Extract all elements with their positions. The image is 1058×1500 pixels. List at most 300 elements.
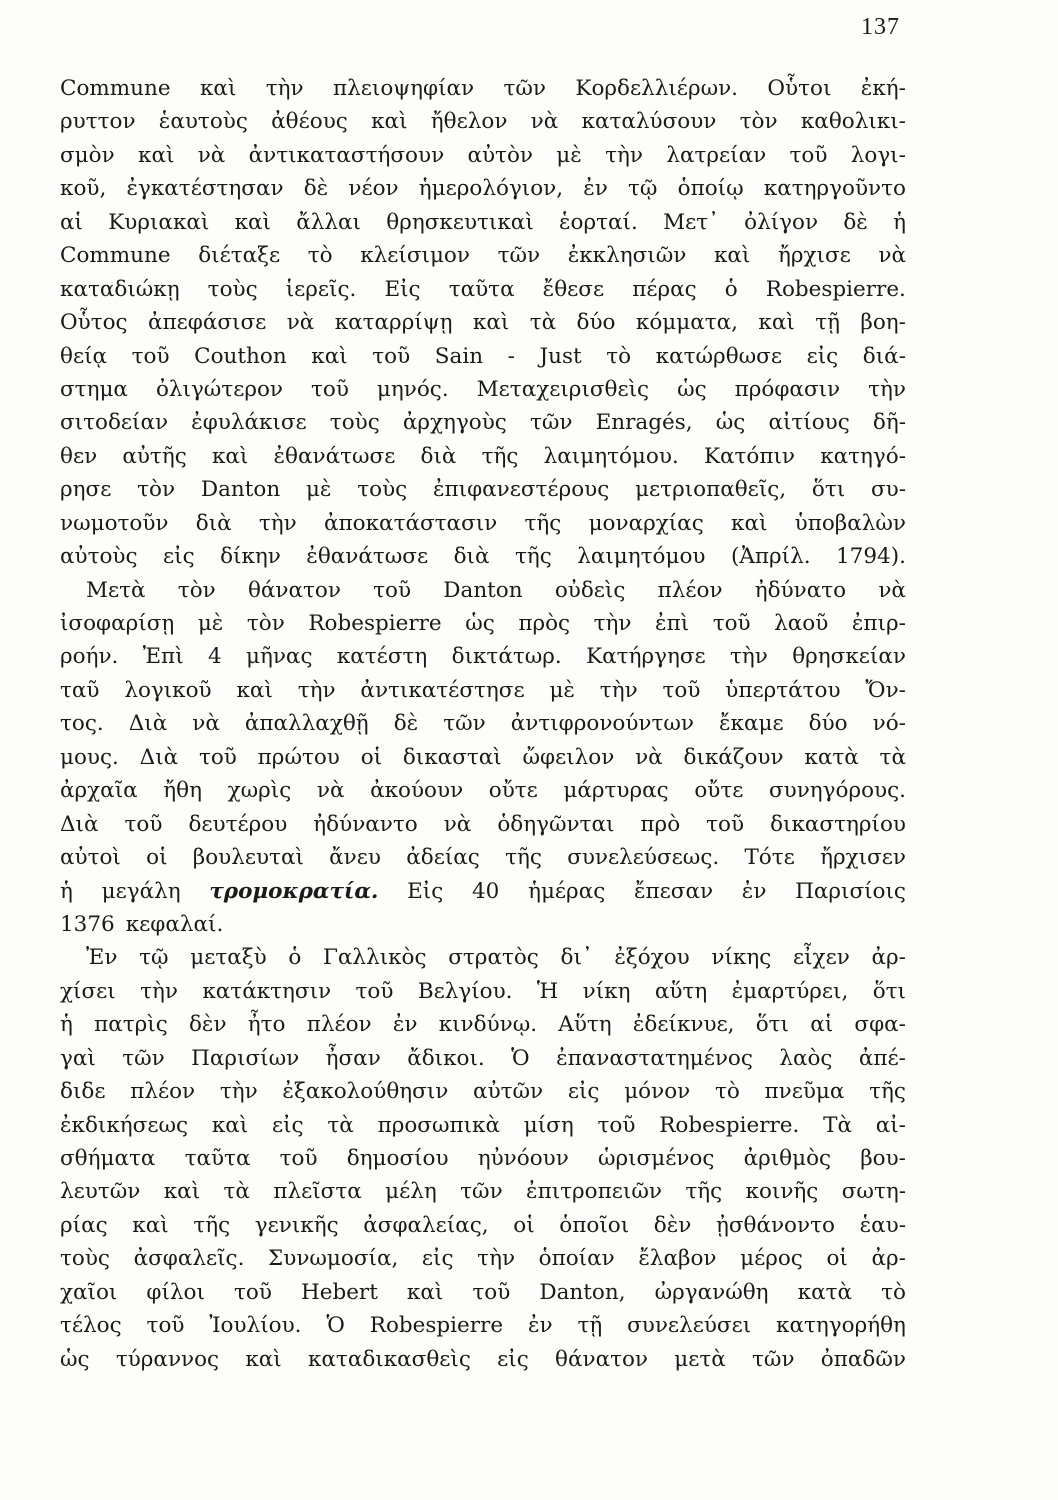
word: τὰ xyxy=(879,744,906,770)
word: τοῦ xyxy=(124,811,163,837)
word: ἤρχισεν xyxy=(820,845,906,871)
word: καὶ xyxy=(234,209,271,235)
word: ἤρχισε xyxy=(777,243,851,269)
word: εἰς xyxy=(567,1079,600,1105)
word: κατέστη xyxy=(336,644,428,670)
word: ἐπιρ- xyxy=(851,611,906,636)
word: ἡ xyxy=(60,878,73,904)
text-line xyxy=(60,440,906,473)
word: σωτη- xyxy=(841,1179,906,1205)
word: δὲν xyxy=(188,1012,227,1038)
word: τὸ xyxy=(307,243,333,269)
word: τὸν xyxy=(137,477,176,503)
text-line xyxy=(60,373,906,406)
word: ἠδύναντο xyxy=(313,811,418,837)
word: δικασταὶ xyxy=(402,744,502,770)
word: ἱερεῖς. xyxy=(285,276,357,302)
word: αὐτῆς xyxy=(122,443,187,469)
text-line xyxy=(60,1075,906,1108)
word: τοῦ xyxy=(311,376,349,402)
word: τοῦ xyxy=(233,1279,272,1305)
word: χίσει xyxy=(60,978,116,1004)
text-line xyxy=(60,1175,906,1208)
word: τῶν xyxy=(460,1179,503,1205)
word: 1794). xyxy=(835,544,906,570)
word: ἔπεσαν xyxy=(633,878,714,904)
word: τοῦ xyxy=(597,1112,636,1138)
word: τὸν xyxy=(177,577,216,603)
word: διὰ xyxy=(420,443,457,469)
word: εἰς xyxy=(497,1346,529,1372)
word: τοῦ xyxy=(372,343,411,369)
word: μάρτυρας xyxy=(563,778,669,804)
text-line xyxy=(60,172,906,205)
word: τοῦ xyxy=(355,978,394,1004)
word: καὶ xyxy=(731,510,768,536)
word: εἶχεν xyxy=(792,945,850,971)
word: μῆνας xyxy=(246,644,313,670)
word: μέλη xyxy=(385,1179,437,1205)
word: Ὁ xyxy=(326,1313,345,1339)
word: Robespierre xyxy=(308,611,442,636)
word: νέον xyxy=(348,176,399,202)
text-line xyxy=(60,72,906,105)
word: Commune xyxy=(60,243,171,269)
text-line xyxy=(60,507,906,540)
word: ἐμαρτύρει, xyxy=(731,978,849,1004)
word: τὴν xyxy=(140,978,178,1004)
word: δι᾽ xyxy=(560,945,593,971)
word: τῇ xyxy=(577,1313,603,1339)
word: ἑαυ- xyxy=(859,1212,906,1238)
word: τὰ xyxy=(223,1179,250,1205)
word: τὴν xyxy=(593,611,632,636)
word: Κορδελλιέρων. xyxy=(575,76,739,101)
word: Εἰς xyxy=(384,276,421,302)
word: οἱ xyxy=(146,845,168,871)
word: Εἰς xyxy=(407,878,444,904)
word: νὰ xyxy=(443,811,472,837)
word: ἑορταί. xyxy=(559,209,638,235)
word: Παρισίων xyxy=(191,1045,300,1071)
text-line xyxy=(60,1309,906,1342)
word: ἄδικοι. xyxy=(407,1045,485,1071)
word: ἦσαν xyxy=(325,1045,381,1071)
word: Τὰ xyxy=(823,1112,852,1138)
word: Robespierre. xyxy=(659,1112,800,1138)
word: 40 xyxy=(471,878,500,904)
word: Couthon xyxy=(194,343,287,369)
word: πρόφασιν xyxy=(734,376,841,402)
word: νό- xyxy=(872,711,906,737)
text-line xyxy=(60,1209,906,1242)
word: ὑποβαλὼν xyxy=(794,510,906,536)
word: κοῦ, xyxy=(60,176,107,202)
word: Danton xyxy=(443,577,523,603)
word: κατὰ xyxy=(797,1279,852,1305)
word: μους. xyxy=(60,744,119,770)
word: διὰ xyxy=(195,510,232,536)
word: ὀλίγον xyxy=(744,209,819,235)
word: συνηγόρους. xyxy=(768,778,906,804)
word: οἱ xyxy=(513,1212,535,1238)
word: βου- xyxy=(860,1146,906,1171)
word: αἱ xyxy=(810,1012,834,1038)
word: δῆ- xyxy=(872,410,906,436)
word: καὶ xyxy=(758,310,795,336)
word: Αὕτη xyxy=(558,1012,612,1038)
word: λογικοῦ xyxy=(124,677,212,703)
word: ὁ xyxy=(724,276,738,302)
word: δημοσίου xyxy=(346,1146,449,1171)
word: ἀσφαλείας, xyxy=(363,1212,489,1238)
word: κόμματα, xyxy=(635,310,739,336)
word: τοῦ xyxy=(662,677,701,703)
word: Μετ᾽ xyxy=(663,209,719,235)
word: στρατὸς xyxy=(448,945,539,971)
word: Ὄν- xyxy=(865,677,906,703)
word: πλειοψηφίαν xyxy=(333,76,475,101)
word: εἰς xyxy=(271,1112,304,1138)
word: ὁποῖοι xyxy=(559,1212,630,1238)
text-line xyxy=(60,340,906,373)
word: αὕτη xyxy=(654,978,708,1004)
word: Κυριακαὶ xyxy=(108,209,210,235)
word: μόνον xyxy=(624,1079,691,1105)
word: διά- xyxy=(862,343,906,369)
word: Διὰ xyxy=(139,744,179,770)
word: αἱ xyxy=(60,209,83,235)
word: ροήν. xyxy=(60,644,119,670)
word: ἡμέρας xyxy=(528,878,606,904)
word: κοινῆς xyxy=(745,1179,819,1205)
word: διέταξε xyxy=(198,243,281,269)
word: ᾐσθάνοντο xyxy=(715,1212,835,1238)
text-line xyxy=(60,139,906,172)
word: τὴν xyxy=(219,1079,258,1105)
word: Συνωμοσία, xyxy=(268,1246,399,1272)
text-line xyxy=(60,674,906,707)
word: ἑαυτοὺς xyxy=(158,109,248,135)
word: Robespierre xyxy=(369,1313,504,1339)
word: ἐξακολούθησιν xyxy=(282,1079,449,1105)
word: φίλοι xyxy=(146,1279,205,1305)
word: τὴν xyxy=(258,510,297,536)
word: τὴν xyxy=(477,1246,516,1272)
word: μοναρχίας xyxy=(588,510,704,536)
text-line xyxy=(60,540,906,573)
word: Οὗτος xyxy=(60,310,128,336)
word: τοῦ xyxy=(198,744,237,770)
word: μετριοπαθεῖς, xyxy=(635,477,787,503)
word: ταῦ xyxy=(60,677,100,703)
word: ἔκαμε xyxy=(719,711,784,737)
word: Οὗτοι xyxy=(767,76,832,101)
word: καὶ xyxy=(211,1112,249,1138)
word: ηὐνόουν xyxy=(477,1146,569,1171)
word: Ἐν xyxy=(86,945,118,971)
word: τὴν xyxy=(265,76,304,101)
word: ἐξόχου xyxy=(614,945,690,971)
word: ἀκούουν xyxy=(370,778,464,804)
word: ἔθεσε xyxy=(542,276,605,302)
text-line xyxy=(60,406,906,439)
word: συ- xyxy=(870,477,906,503)
word: Danton, xyxy=(539,1279,626,1305)
word: αἰτίους xyxy=(768,410,850,436)
word: Just xyxy=(539,343,582,369)
word: ἐθανάτωσε xyxy=(273,443,396,469)
word: καὶ xyxy=(311,343,348,369)
word: Sain xyxy=(434,343,484,369)
word: Κατόπιν xyxy=(703,443,795,469)
word: Robespierre. xyxy=(765,276,906,302)
word: λαιμητόμου xyxy=(577,544,706,570)
word: δὲν xyxy=(653,1212,692,1238)
word: πλέον xyxy=(657,577,723,603)
word: ἀσφαλεῖς. xyxy=(133,1246,245,1272)
word: χαῖοι xyxy=(60,1279,118,1305)
text-line xyxy=(60,908,906,941)
word: κατάκτησιν xyxy=(202,978,332,1004)
word: τῆς xyxy=(193,1212,231,1238)
emphasized-word: τρομοκρατία. xyxy=(209,878,379,904)
word: κατὰ xyxy=(804,744,859,770)
word: πρὸς xyxy=(518,611,571,636)
word: ὡρισμένος xyxy=(597,1146,715,1171)
word: τῶν xyxy=(529,410,573,436)
word: ἀρχηγοὺς xyxy=(402,410,507,436)
word: χωρὶς xyxy=(227,778,292,804)
word: σθήματα xyxy=(60,1146,156,1171)
word: ἐπιτροπειῶν xyxy=(526,1179,662,1205)
word: λατρείαν xyxy=(666,142,767,168)
word: δευτέρου xyxy=(188,811,288,837)
word: μὲ xyxy=(197,611,224,636)
word: νὰ xyxy=(192,711,220,737)
word: μὲ xyxy=(305,477,332,503)
word: καὶ xyxy=(236,677,273,703)
word: τοῦ xyxy=(712,611,751,636)
word: κατηργοῦντο xyxy=(763,176,906,202)
word: ἐπιφανεστέρους xyxy=(432,477,610,503)
word: αὐτὸν xyxy=(467,142,533,168)
word: 1376 xyxy=(60,911,115,937)
word: τῇ xyxy=(815,310,840,336)
word: εἰς xyxy=(421,1246,454,1272)
word: Διὰ xyxy=(60,811,99,837)
word: πλεῖστα xyxy=(273,1179,362,1205)
word: νίκη xyxy=(582,978,631,1004)
word: ἀπέ- xyxy=(858,1045,906,1071)
word: αὐτῶν xyxy=(473,1079,544,1105)
word: ἐπαναστατημένος xyxy=(556,1045,753,1071)
word: Danton xyxy=(200,477,281,503)
word: ὤφειλον xyxy=(522,744,615,770)
word: τοῦ xyxy=(472,1279,511,1305)
word: εἰς xyxy=(806,343,839,369)
text-line xyxy=(60,1276,906,1309)
word: ἡ xyxy=(893,209,906,235)
word: τῶν xyxy=(443,711,486,737)
word: μετὰ xyxy=(674,1346,726,1372)
word: τοὺς xyxy=(60,1246,110,1272)
text-line xyxy=(60,306,906,339)
word: ἐκή- xyxy=(860,76,906,101)
word: ρησε xyxy=(60,477,112,503)
text-line xyxy=(60,1109,906,1142)
word: καὶ xyxy=(713,243,751,269)
word: ἠδύνατο xyxy=(754,577,847,603)
word: βοη- xyxy=(860,310,906,336)
word: ἀπεφάσισε xyxy=(147,310,267,336)
word: ἤθη xyxy=(163,778,202,804)
word: δὲ xyxy=(303,176,329,202)
word: τὸν xyxy=(246,611,285,636)
word: ἄνευ xyxy=(329,845,381,871)
word: κατηγορήθη xyxy=(776,1313,906,1339)
word: ὑπερτάτου xyxy=(725,677,841,703)
word: τὴν xyxy=(868,376,906,402)
word: σμὸν xyxy=(60,142,115,168)
text-line xyxy=(60,473,906,506)
body-text xyxy=(60,72,906,1376)
word: τῶν xyxy=(497,243,541,269)
word: τῷ xyxy=(139,945,169,971)
word: σιτοδείαν xyxy=(60,410,169,436)
word: ἄλλαι xyxy=(296,209,361,235)
word: ἀντικαταστήσουν xyxy=(248,142,445,168)
text-line xyxy=(60,1042,906,1075)
word: πρώτου xyxy=(257,744,340,770)
text-line xyxy=(60,875,906,908)
word: καὶ xyxy=(406,1279,444,1305)
text-line xyxy=(60,841,906,874)
text-line xyxy=(60,105,906,138)
word: καὶ xyxy=(132,1212,169,1238)
word: Ὁ xyxy=(511,1045,530,1071)
word: τῆς xyxy=(685,1179,723,1205)
word: ἀποκατάστασιν xyxy=(324,510,498,536)
word: ἀντιφρονούντων xyxy=(510,711,694,737)
word: νὰ xyxy=(530,109,559,135)
word: (Ἀπρίλ. xyxy=(730,544,811,570)
word: θάνατον xyxy=(555,1346,648,1372)
word: καὶ xyxy=(371,109,408,135)
word: κατώρθωσε xyxy=(655,343,782,369)
text-line xyxy=(60,1142,906,1175)
word: τῆς xyxy=(514,544,552,570)
word: τοῦ xyxy=(279,1146,318,1171)
word: ἐν xyxy=(741,878,767,904)
word: τὰ xyxy=(529,310,557,336)
word: σφα- xyxy=(854,1012,906,1038)
word: τὸν xyxy=(739,109,778,135)
text-line xyxy=(60,640,906,673)
word: Τότε xyxy=(744,845,795,871)
word: συνελεύσει xyxy=(627,1313,752,1339)
word: ἀπαλλαχθῇ xyxy=(244,711,369,737)
word: μεταξὺ xyxy=(190,945,267,971)
word: ρυττον xyxy=(60,109,136,135)
text-line xyxy=(60,273,906,306)
word: δικτάτωρ. xyxy=(451,644,562,670)
text-line xyxy=(60,1343,906,1376)
word: μέρος xyxy=(740,1246,803,1272)
word: οἱ xyxy=(826,1246,848,1272)
word: γενικῆς xyxy=(254,1212,339,1238)
word: τὰ xyxy=(327,1112,354,1138)
word: ταῦτα xyxy=(448,276,515,302)
word: Βελγίου. xyxy=(417,978,513,1004)
word: δύο xyxy=(576,310,616,336)
text-line xyxy=(60,707,906,740)
word: θάνατον xyxy=(247,577,341,603)
word: ἡ xyxy=(60,1012,73,1038)
word: ὡς xyxy=(465,611,495,636)
word: Διὰ xyxy=(128,711,168,737)
word: νίκης xyxy=(711,945,772,971)
word: ἐκδικήσεως xyxy=(60,1112,189,1138)
word: καὶ xyxy=(138,142,175,168)
word: ὁποίαν xyxy=(538,1246,615,1272)
word: λαοῦ xyxy=(774,611,829,636)
word: ἀρ- xyxy=(871,945,906,971)
word: οἱ xyxy=(360,744,383,770)
word: ἰσοφαρίσῃ xyxy=(60,611,175,636)
word: δὲ xyxy=(393,711,419,737)
word: ἡμερολόγιον, xyxy=(418,176,564,202)
word: δικαστηρίου xyxy=(770,811,906,837)
word: καὶ xyxy=(211,443,249,469)
word: κλείσιμον xyxy=(360,243,470,269)
text-line xyxy=(60,941,906,974)
word: τῆς xyxy=(481,443,519,469)
word: τοῦ xyxy=(131,343,170,369)
word: τῶν xyxy=(503,76,546,101)
word: αἰ- xyxy=(875,1112,906,1138)
word: νὰ xyxy=(316,778,345,804)
word: τοῦ xyxy=(706,811,745,837)
text-line xyxy=(60,607,906,640)
word: ἀθέους xyxy=(271,109,348,135)
word: ἐθανάτωσε xyxy=(306,544,429,570)
word: καὶ xyxy=(472,310,510,336)
word: κατηγό- xyxy=(820,443,906,469)
text-line xyxy=(60,741,906,774)
word: δύο xyxy=(808,711,848,737)
word: λευτῶν xyxy=(60,1179,141,1205)
word: ὡς xyxy=(715,410,746,436)
word: Γαλλικὸς xyxy=(323,945,427,971)
word: βουλευταὶ xyxy=(192,845,304,871)
word: τοὺς xyxy=(357,477,408,503)
word: ὀλιγώτερον xyxy=(155,376,284,402)
word: ὁ xyxy=(288,945,302,971)
word: ὁδηγῶνται xyxy=(497,811,615,837)
word: ἐν xyxy=(583,176,608,202)
word: ἐγκατέστησαν xyxy=(126,176,284,202)
word: στημα xyxy=(60,376,128,402)
word: διδε xyxy=(60,1079,106,1105)
word: Commune xyxy=(60,76,171,101)
word: δίκην xyxy=(220,544,281,570)
word: ἀδείας xyxy=(406,845,480,871)
word: νὰ xyxy=(286,310,315,336)
word: καθολικι- xyxy=(800,109,906,135)
word: ὁποίῳ xyxy=(677,176,744,202)
word: Ἐπὶ xyxy=(142,644,184,670)
